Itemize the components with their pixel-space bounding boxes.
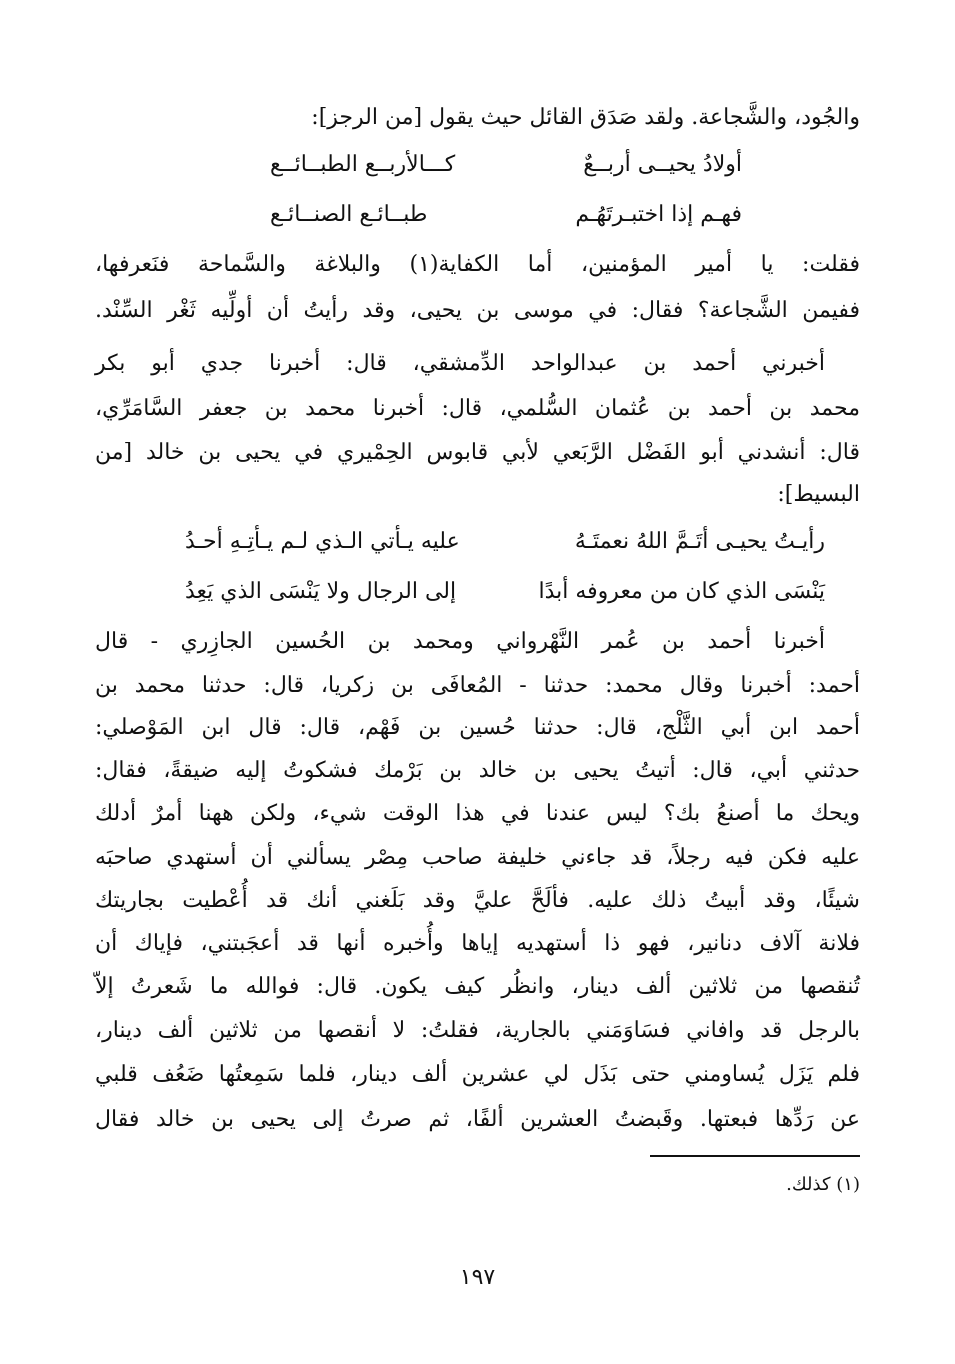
body-line: فلانة آلاف دنانير، فهو ذا أستهديه إياها وأُخبره أنها قد أعجَبتني، فإياك أن — [95, 931, 860, 956]
body-line: شيئًا، وقد أبيتُ ذلك عليه. فألَحَّ عليَّ وقد بَلَغني أنك قد أُعْطيت بجاريتك — [95, 888, 860, 913]
body-line: تُنقصها من ثلاثين ألف دينار، وانظُر كيف يكون. قال: فوالله ما شَعرتُ إلاّ — [95, 974, 860, 999]
verse-hemistich: عليه يـأتي الـذي لـم يـأتِـهِ أحـدُ — [185, 529, 460, 554]
body-line: أحمد ابن أبي الثَّلْج، قال: حدثنا حُسين بن فَهْم، قال: قال ابن المَوْصلي: — [95, 715, 860, 740]
footnote: (١) كذلك. — [786, 1174, 860, 1195]
footnote-separator — [650, 1155, 860, 1157]
verse-hemistich: كـــالأربــع الطبــائــع — [270, 152, 456, 177]
body-line: البسيط]: — [777, 482, 860, 507]
body-line: أحمد: أخبرنا وقال محمد: حدثنا - المُعافَى بن زكريا، قال: حدثنا محمد بن — [95, 673, 860, 698]
body-line: عليه فكن فيه رجلاً، قد جاءني خليفة صاحب مِصْر يسألني أن أستهدي صاحبَه — [95, 845, 860, 870]
verse-hemistich: طبــائـع الصنــائـع — [270, 202, 428, 227]
body-line: أخبرنا أحمد بن عُمر النَّهْرواني ومحمد بن الحُسين الجازِري - قال — [95, 629, 825, 654]
body-line: حدثني أبي، قال: أتيتُ يحيى بن خالد بن بَرْمك فشكوتُ إليه ضيقةً، فقال: — [95, 758, 860, 783]
body-line: محمد بن أحمد بن عُثمان السُّلمي، قال: أخبرنا محمد بن جعفر السَّامَرِّي، — [95, 396, 860, 421]
body-line: قال: أنشدني أبو الفَضْل الرَّبَعي لأبي قابوس الحِمْيري في يحيى بن خالد [من — [95, 440, 860, 465]
body-line: ففيمن الشَّجاعة؟ فقال: في موسى بن يحيى، وقد رأيتُ أن أولِّيه ثَغْر السِّنْد. — [95, 298, 860, 323]
verse-hemistich: فهـم إذا اختبـرتَهُـم — [575, 202, 742, 227]
verse-hemistich: إلى الرجال ولا يَنْسَى الذي يَعِدُ — [185, 579, 457, 604]
body-line: أخبرني أحمد بن عبدالواحد الدِّمشقي، قال: أخبرنا جدي أبو بكر — [95, 351, 825, 376]
body-line: بالرجل قد وافاني فسَاوَمَني بالجارية، فقلتُ: لا أنقصها من ثلاثين ألف دينار، — [95, 1018, 860, 1043]
body-line: فقلت: يا أمير المؤمنين، أما الكفاية(١) والبلاغة والسَّماحة فنَعرفها، — [95, 252, 860, 277]
verse-hemistich: يَنْسَى الذي كان من معروفه أبدًا — [538, 579, 825, 604]
page-number: ١٩٧ — [459, 1265, 496, 1290]
body-line: ويحك ما أصنعُ بك؟ ليس عندنا في هذا الوقت شيء، ولكن ههنا أمرٌ أدلك — [95, 801, 860, 826]
body-line: والجُود، والشَّجاعة. ولقد صَدَق القائل حيث يقول [من الرجز]: — [311, 105, 860, 130]
verse-hemistich: رأيـتُ يحيـى أتَـمَّ اللهُ نعمتَـهُ — [574, 529, 825, 554]
body-line: عن رَدِّها فبعتها. وقَبضتُ العشرين ألفًا، ثم صرتُ إلى يحيى بن خالد فقال — [95, 1107, 860, 1132]
body-line: فلم يَزَل يُساومني حتى بَذَل لي عشرين ألف دينار، فلما سَمِعتُها ضَعُف قلبي — [95, 1062, 860, 1087]
verse-hemistich: أولادُ يحيــى أربــعٌ — [583, 152, 742, 177]
